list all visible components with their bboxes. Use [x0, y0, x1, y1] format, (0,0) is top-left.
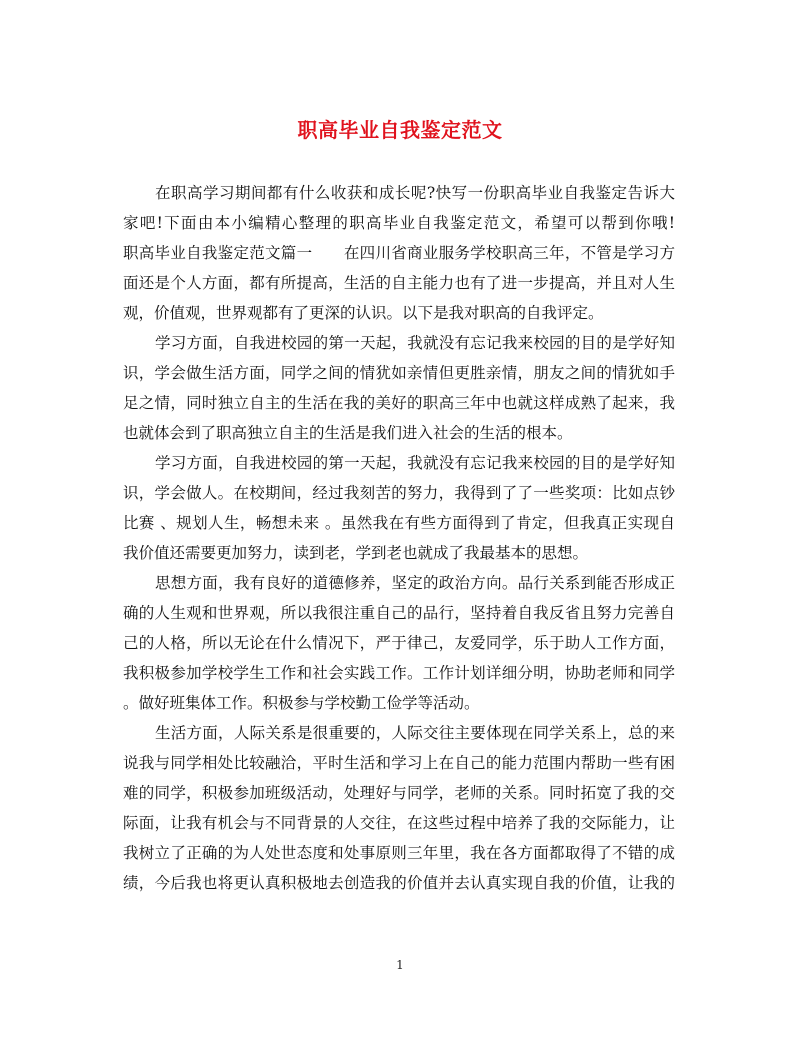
- paragraph-line: 生活方面，人际关系是很重要的，人际交往主要体现在同学关系上，总的来: [155, 724, 675, 742]
- paragraph-line: 识，学会做人。在校期间，经过我刻苦的努力，我得到了了一些奖项：比如点钞: [123, 484, 675, 502]
- paragraph-line: 际面，让我有机会与不同背景的人交往，在这些过程中培养了我的交际能力，让: [123, 814, 675, 832]
- paragraph-line: 己的人格，所以无论在什么情况下，严于律己，友爱同学，乐于助人工作方面，: [123, 634, 675, 652]
- paragraph-line: 我树立了正确的为人处世态度和处事原则三年里，我在各方面都取得了不错的成: [123, 844, 675, 862]
- paragraph-line: 家吧!下面由本小编精心整理的职高毕业自我鉴定范文，希望可以帮到你哦!: [123, 214, 675, 232]
- paragraph-line: 我价值还需要更加努力，读到老，学到老也就成了我最基本的思想。: [123, 544, 589, 562]
- paragraph-line: 观，价值观，世界观都有了更深的认识。以下是我对职高的自我评定。: [123, 304, 604, 322]
- paragraph-line: 比赛 、规划人生，畅想未来 。虽然我在有些方面得到了肯定，但我真正实现自: [123, 514, 675, 532]
- paragraph-line: 难的同学，积极参加班级活动，处理好与同学，老师的关系。同时拓宽了我的交: [123, 784, 675, 802]
- paragraph-line: 学习方面，自我进校园的第一天起，我就没有忘记我来校园的目的是学好知: [155, 334, 675, 352]
- paragraph-line: 我积极参加学校学生工作和社会实践工作。工作计划详细分明，协助老师和同学: [123, 664, 675, 682]
- paragraph-line: 思想方面，我有良好的道德修养，坚定的政治方向。品行关系到能否形成正: [155, 574, 675, 592]
- paragraph-line: 说我与同学相处比较融洽，平时生活和学习上在自己的能力范围内帮助一些有困: [123, 754, 675, 772]
- page-number: 1: [396, 958, 404, 972]
- document-body: [123, 178, 675, 898]
- paragraph-line: 。做好班集体工作。积极参与学校勤工俭学等活动。: [123, 694, 480, 712]
- paragraph-line: 职高毕业自我鉴定范文篇一 在四川省商业服务学校职高三年，不管是学习方: [123, 244, 675, 262]
- paragraph-line: 学习方面，自我进校园的第一天起，我就没有忘记我来校园的目的是学好知: [155, 454, 675, 472]
- document-title: 职高毕业自我鉴定范文: [297, 118, 503, 142]
- paragraph-line: 面还是个人方面，都有所提高，生活的自主能力也有了进一步提高，并且对人生: [123, 274, 675, 292]
- paragraph-line: 确的人生观和世界观，所以我很注重自己的品行，坚持着自我反省且努力完善自: [123, 604, 675, 622]
- paragraph-line: 识，学会做生活方面，同学之间的情犹如亲情但更胜亲情，朋友之间的情犹如手: [123, 364, 675, 382]
- paragraph-line: 在职高学习期间都有什么收获和成长呢?快写一份职高毕业自我鉴定告诉大: [155, 184, 675, 202]
- paragraph-line: 也就体会到了职高独立自主的生活是我们进入社会的生活的根本。: [123, 424, 573, 442]
- paragraph-line: 足之情，同时独立自主的生活在我的美好的职高三年中也就这样成熟了起来，我: [123, 394, 675, 412]
- paragraph-line: 绩，今后我也将更认真积极地去创造我的价值并去认真实现自我的价值，让我的: [123, 874, 675, 892]
